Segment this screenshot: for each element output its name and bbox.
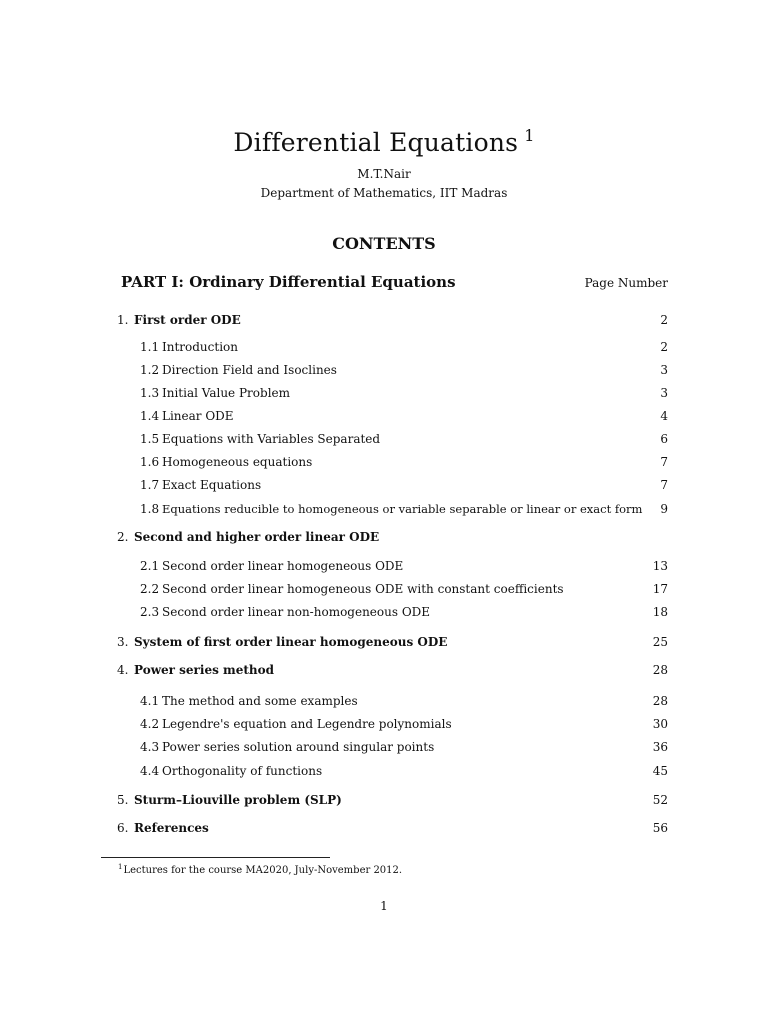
toc-number: 1.1 <box>140 340 160 354</box>
toc-label: System of first order linear homogeneous ODE <box>134 635 448 649</box>
toc-page: 52 <box>652 793 668 807</box>
toc-section-row <box>0 821 768 839</box>
toc-page: 30 <box>652 717 668 731</box>
toc-label: Second and higher order linear ODE <box>134 530 380 544</box>
toc-label: Power series method <box>134 663 275 677</box>
toc-number: 1.3 <box>140 386 160 400</box>
toc-label: Equations with Variables Separated <box>162 432 381 446</box>
toc-page: 3 <box>660 386 668 400</box>
toc-page: 9 <box>660 502 668 516</box>
toc-page: 28 <box>652 663 668 677</box>
toc-page: 36 <box>652 740 668 754</box>
toc-label: Second order linear non-homogeneous ODE <box>162 605 431 619</box>
toc-number: 4.4 <box>140 764 160 778</box>
toc-label: Sturm–Liouville problem (SLP) <box>134 793 342 807</box>
toc-number: 6. <box>117 821 129 835</box>
footnote-mark: 1 <box>118 863 123 871</box>
title-text: Differential Equations <box>233 128 519 157</box>
toc-subsection-row <box>0 605 768 623</box>
toc-subsection-row <box>0 455 768 473</box>
footnote-text: Lectures for the course MA2020, July-November 2012. <box>123 865 403 876</box>
toc-number: 1.2 <box>140 363 160 377</box>
toc-label: First order ODE <box>134 313 241 327</box>
toc-subsection-row <box>0 363 768 381</box>
toc-page: 25 <box>652 635 668 649</box>
toc-number: 1.6 <box>140 455 160 469</box>
toc-number: 4. <box>117 663 129 677</box>
toc-page: 7 <box>660 478 668 492</box>
toc-number: 4.1 <box>140 694 160 708</box>
toc-section-row <box>0 635 768 653</box>
title-footnote-mark: 1 <box>524 126 535 145</box>
department: Department of Mathematics, IIT Madras <box>260 186 508 200</box>
footnote <box>118 863 402 876</box>
toc-label: Initial Value Problem <box>162 386 291 400</box>
toc-page: 13 <box>652 559 668 573</box>
page-number-header: Page Number <box>584 276 668 290</box>
toc-page: 4 <box>660 409 668 423</box>
toc-label: Second order linear homogeneous ODE <box>162 559 404 573</box>
toc-label: Legendre's equation and Legendre polynomials <box>162 717 452 731</box>
toc-number: 4.3 <box>140 740 160 754</box>
toc-label: Linear ODE <box>162 409 234 423</box>
toc-subsection-row <box>0 559 768 577</box>
toc-number: 2.3 <box>140 605 160 619</box>
toc-section-row <box>0 793 768 811</box>
document-title <box>0 126 768 157</box>
toc-page: 56 <box>652 821 668 835</box>
toc-number: 1.4 <box>140 409 160 423</box>
toc-label: The method and some examples <box>162 694 358 708</box>
toc-number: 1.8 <box>140 502 160 516</box>
toc-page: 2 <box>660 313 668 327</box>
contents-heading: CONTENTS <box>332 234 436 253</box>
toc-subsection-row <box>0 694 768 712</box>
toc-subsection-row <box>0 717 768 735</box>
toc-subsection-row <box>0 502 768 520</box>
toc-number: 5. <box>117 793 129 807</box>
toc-number: 2. <box>117 530 129 544</box>
toc-subsection-row <box>0 582 768 600</box>
toc-subsection-row <box>0 478 768 496</box>
toc-section-row <box>0 663 768 681</box>
part-title: PART I: Ordinary Differential Equations <box>121 273 456 291</box>
toc-label: Power series solution around singular points <box>162 740 435 754</box>
toc-subsection-row <box>0 340 768 358</box>
footnote-divider <box>101 857 330 858</box>
toc-section-row <box>0 313 768 331</box>
page-number: 1 <box>380 899 388 913</box>
toc-subsection-row <box>0 740 768 758</box>
toc-number: 3. <box>117 635 129 649</box>
toc-page: 3 <box>660 363 668 377</box>
toc-section-row <box>0 530 768 548</box>
toc-number: 1.7 <box>140 478 160 492</box>
toc-subsection-row <box>0 409 768 427</box>
toc-page: 2 <box>660 340 668 354</box>
toc-label: Orthogonality of functions <box>162 764 323 778</box>
toc-label: References <box>134 821 209 835</box>
toc-page: 18 <box>652 605 668 619</box>
toc-label: Introduction <box>162 340 238 354</box>
toc-page: 6 <box>660 432 668 446</box>
toc-page: 17 <box>652 582 668 596</box>
author: M.T.Nair <box>357 167 411 181</box>
toc-label: Homogeneous equations <box>162 455 313 469</box>
toc-subsection-row <box>0 386 768 404</box>
toc-subsection-row <box>0 432 768 450</box>
toc-label: Exact Equations <box>162 478 262 492</box>
toc-label: Direction Field and Isoclines <box>162 363 337 377</box>
toc-number: 2.2 <box>140 582 160 596</box>
toc-subsection-row <box>0 764 768 782</box>
toc-number: 4.2 <box>140 717 160 731</box>
toc-label: Equations reducible to homogeneous or variable separable or linear or exact form <box>162 502 643 516</box>
toc-number: 1. <box>117 313 129 327</box>
toc-number: 2.1 <box>140 559 160 573</box>
toc-page: 7 <box>660 455 668 469</box>
toc-label: Second order linear homogeneous ODE with constant coefficients <box>162 582 564 596</box>
toc-page: 45 <box>652 764 668 778</box>
toc-page: 28 <box>652 694 668 708</box>
toc-number: 1.5 <box>140 432 160 446</box>
